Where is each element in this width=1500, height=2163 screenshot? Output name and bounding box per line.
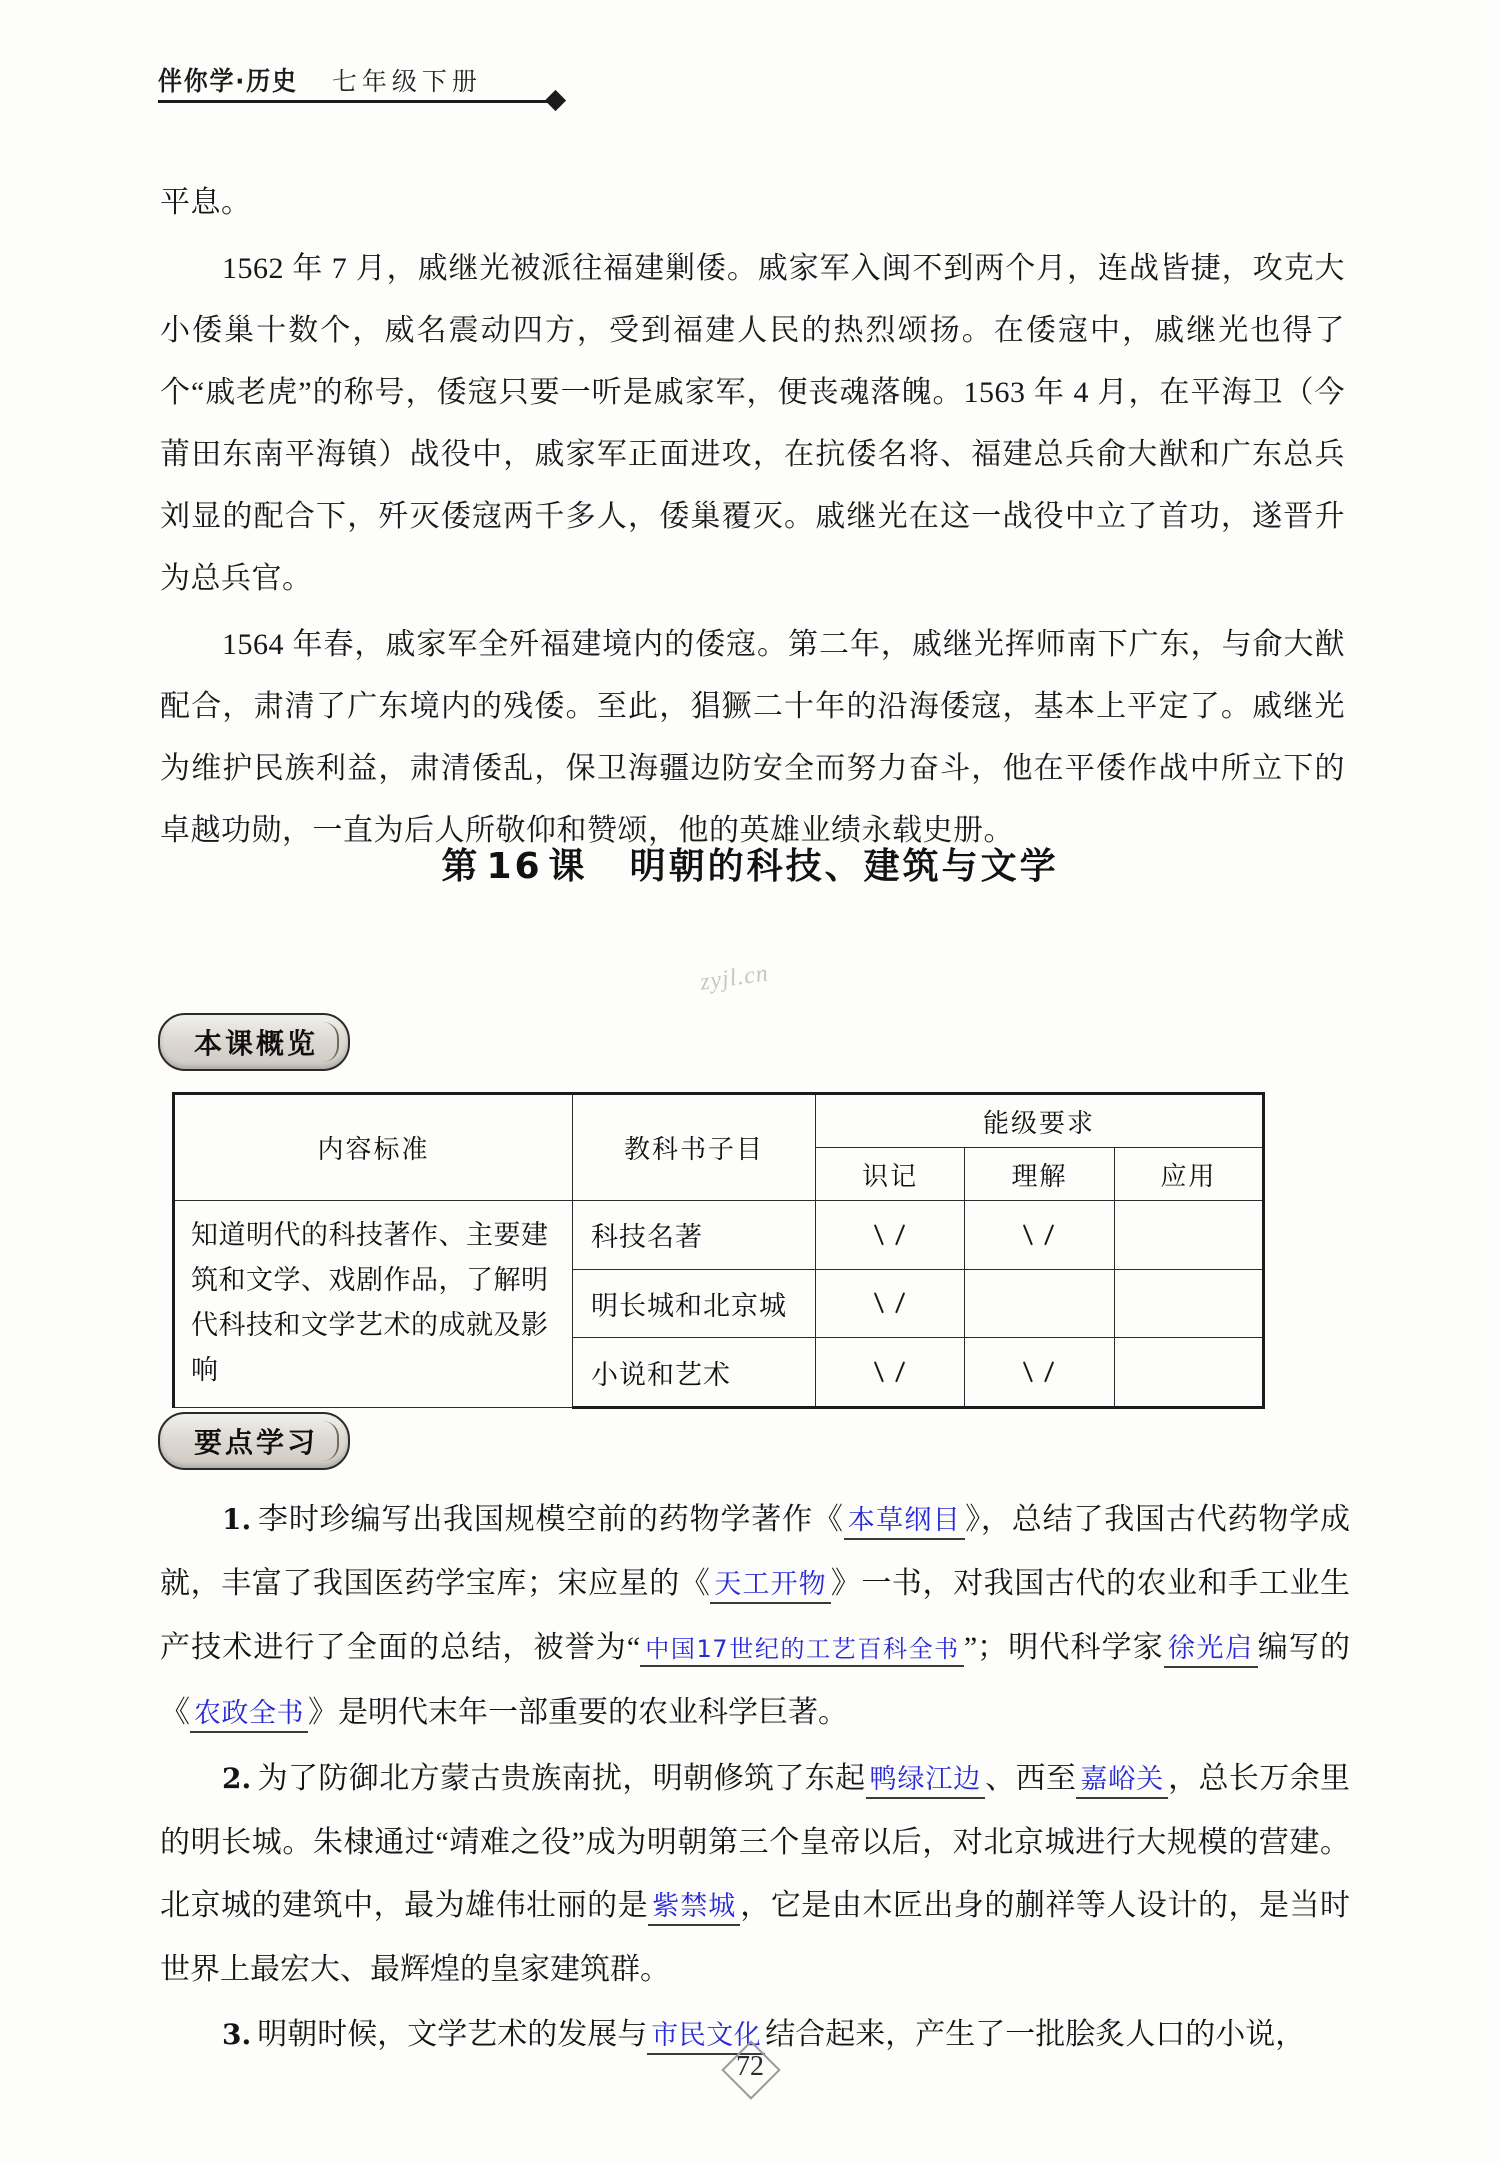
section-badge-overview [158,1013,350,1071]
exercise-text: 为了防御北方蒙古贵族南扰，明朝修筑了东起 [257,1762,866,1795]
answer-blank-1-6[interactable]: 中国17世纪的工艺百科全书 [640,1635,964,1667]
running-head-rule [158,100,553,103]
exercise-text: ”；明代科学家 [963,1631,1164,1664]
page-number-badge [713,2046,787,2088]
check-icon [1026,1225,1052,1241]
site-watermark: zyjl.cn [698,960,771,996]
exercise-text: 》，总结了我国古代药物学成就，丰富了我国医药学宝库；宋应星的《 [160,1503,1351,1600]
running-head [158,52,1358,98]
section-badge-overview-label: 本课概览 [194,1027,319,1060]
answer-blank-1-10[interactable]: 农政全书 [190,1698,308,1733]
header-level-understand: 理解 [965,1148,1114,1201]
header-level-recall: 识记 [816,1148,965,1201]
cell-content-standard: 知道明代的科技著作、主要建筑和文学、戏剧作品，了解明代科技和文学艺术的成就及影响 [174,1201,573,1408]
fill-in-exercise-list [160,1488,1350,2069]
exercise-text: 》是明代末年一部重要的农业科学巨著。 [308,1696,848,1729]
cell-mark-2-recall [816,1338,965,1408]
exercise-item-1 [160,1488,1350,1745]
check-icon [877,1362,903,1378]
table-row [174,1201,1264,1270]
header-ability-requirement: 能级要求 [816,1094,1264,1148]
cell-mark-0-recall [816,1201,965,1270]
lesson-title-name: 明朝的科技、建筑与文学 [629,846,1059,887]
lesson-title [0,838,1500,889]
paragraph-1564: 1564 年春，戚家军全歼福建境内的倭寇。第二年，戚继光挥师南下广东，与俞大猷配合，肃清了广东境内的残倭。至此，猖獗二十年的沿海倭寇，基本上平定了。戚继光为维护民族利益，肃清倭乱，保卫海疆边防安全而努力奋斗，他在平倭作战中所立下的卓越功勋，一直为后人所敬仰和赞颂，他的英雄业绩永载史册。 [160,628,1345,847]
cell-mark-0-apply [1114,1201,1263,1270]
lesson-title-unit: 课 [548,846,588,887]
table-header-row-1 [174,1094,1264,1148]
answer-blank-1-2[interactable]: 本草纲目 [844,1505,965,1540]
answer-blank-2-2[interactable]: 鸭绿江边 [866,1764,986,1799]
exercise-text: 编写的《 [160,1631,1350,1729]
cell-subtopic-0: 科技名著 [573,1201,816,1270]
cell-mark-1-recall [816,1269,965,1338]
answer-blank-2-6[interactable]: 紫禁城 [648,1891,740,1926]
cell-mark-1-understand [965,1269,1114,1338]
lesson-title-prefix: 第 [441,846,481,887]
page-footer [0,2046,1500,2088]
exercise-text: 》一书，对我国古代的农业和手工业生产技术进行了全面的总结，被誉为“ [160,1567,1351,1664]
exercise-text: 结合起来，产生了一批脍炙人口的小说， [765,2018,1306,2051]
exercise-text: ，它是由木匠出身的蒯祥等人设计的，是当时世界上最宏大、最辉煌的皇家建筑群。 [160,1889,1351,1986]
cell-mark-2-apply [1114,1338,1263,1408]
section-badge-keypoints-label: 要点学习 [194,1426,319,1459]
cell-subtopic-2: 小说和艺术 [573,1338,816,1408]
course-overview-table [172,1092,1265,1409]
running-head-book-title: 伴你学·历史 [158,67,298,97]
check-icon [877,1225,903,1241]
answer-blank-1-8[interactable]: 徐光启 [1164,1633,1258,1668]
cell-mark-2-understand [965,1338,1114,1408]
check-icon [877,1293,903,1309]
exercise-item-2 [160,1747,1350,2001]
exercise-number: 1. [222,1503,252,1536]
exercise-text: ，总长万余里的明长城。朱棣通过“靖难之役”成为明朝第三个皇帝以后，对北京城进行大规模的营建。北京城的建筑中，最为雄伟壮丽的是 [160,1762,1351,1922]
body-text-column [160,172,1345,866]
exercise-text: 、西至 [985,1762,1077,1795]
cell-mark-0-understand [965,1201,1114,1270]
answer-blank-1-4[interactable]: 天工开物 [710,1569,830,1604]
cell-subtopic-1: 明长城和北京城 [573,1269,816,1338]
paragraph-continuation: 平息。 [160,186,252,219]
running-head-grade: 七年级下册 [331,69,482,96]
section-badge-keypoints [158,1412,350,1470]
header-level-apply: 应用 [1114,1148,1263,1201]
page-number: 72 [736,2051,764,2082]
paragraph-1562: 1562 年 7 月，戚继光被派往福建剿倭。戚家军入闽不到两个月，连战皆捷，攻克大小倭巢十数个，威名震动四方，受到福建人民的热烈颂扬。在倭寇中，戚继光也得了个“戚老虎”的称号，倭寇只要一听是戚家军，便丧魂落魄。1563 年 4 月，在平海卫（今莆田东南平海镇）战役中，戚家军正面进攻，在抗倭名将、福建总兵俞大猷和广东总兵刘显的配合下，歼灭倭寇两千多人，倭巢覆灭。戚继光在这一战役中立了首功，遂晋升为总兵官。 [160,252,1345,595]
answer-blank-3-2[interactable]: 市民文化 [647,2020,765,2055]
check-icon [1026,1362,1052,1378]
exercise-text: 明朝时候，文学艺术的发展与 [257,2018,648,2051]
cell-mark-1-apply [1114,1269,1263,1338]
exercise-number: 3. [222,2018,252,2051]
header-textbook-subtopic: 教科书子目 [573,1094,816,1201]
answer-blank-2-4[interactable]: 嘉峪关 [1076,1764,1168,1799]
header-content-standard: 内容标准 [174,1094,573,1201]
exercise-number: 2. [222,1762,252,1795]
lesson-title-number: 16 [486,846,543,887]
exercise-text: 李时珍编写出我国规模空前的药物学著作《 [257,1503,844,1536]
